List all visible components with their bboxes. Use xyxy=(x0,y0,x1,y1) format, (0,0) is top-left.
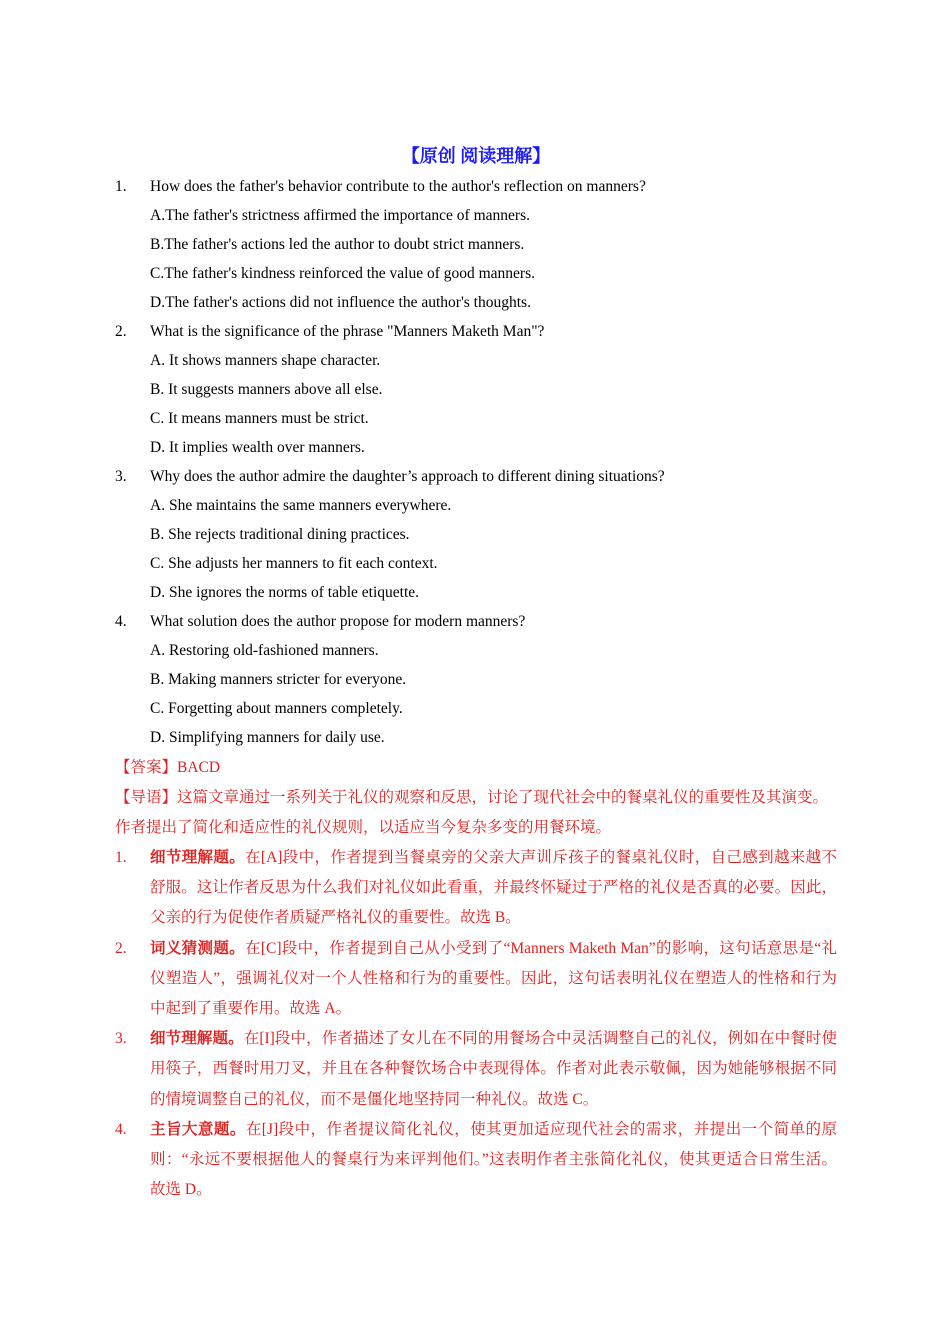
explanation-text: 在[C]段中，作者提到自己从小受到了“Manners Maketh Man”的影响，这句话意思是“礼仪塑造人”，强调礼仪对一个人性格和行为的重要性。因此，这句话表明礼仪在塑造人的性格和行为中起到了重要作用。故选 A。 xyxy=(150,939,837,1018)
option-c: C.The father's kindness reinforced the value of good manners. xyxy=(150,265,536,282)
question-number: 1. xyxy=(115,178,127,195)
option-a: A. She maintains the same manners everywhere. xyxy=(150,497,452,514)
document-page xyxy=(115,142,837,1205)
explanation-number: 1. xyxy=(115,849,127,866)
question-text: How does the father's behavior contribute to the author's reflection on manners? xyxy=(150,178,646,195)
lead-paragraph xyxy=(115,783,837,843)
answer-line xyxy=(115,753,837,783)
option-b: B. It suggests manners above all else. xyxy=(150,381,383,398)
answer-label: 【答案】 xyxy=(115,759,178,776)
option-b: B. Making manners stricter for everyone. xyxy=(150,671,407,688)
option-d: D. It implies wealth over manners. xyxy=(150,439,365,456)
explanation-2 xyxy=(115,934,837,1025)
lead-label: 【导语】 xyxy=(115,789,178,806)
option-a: A. Restoring old-fashioned manners. xyxy=(150,642,379,659)
option-d: D.The father's actions did not influence the author's thoughts. xyxy=(150,294,531,311)
explanation-number: 3. xyxy=(115,1030,127,1048)
page-title: 【原创 阅读理解】 xyxy=(401,146,551,166)
question-1 xyxy=(115,172,837,317)
question-type: 细节理解题。 xyxy=(150,1030,244,1048)
explanation-text: 在[A]段中，作者提到当餐桌旁的父亲大声训斥孩子的餐桌礼仪时，自己感到越来越不舒服。这让作者反思为什么我们对礼仪如此看重，并最终怀疑过于严格的礼仪是否真的必要。因此，父亲的行为促使作者质疑严格礼仪的重要性。故选 B。 xyxy=(150,849,837,927)
question-3 xyxy=(115,462,837,607)
answer-value: BACD xyxy=(177,759,221,776)
explanation-3 xyxy=(115,1024,837,1115)
question-number: 4. xyxy=(115,613,127,630)
option-d: D. She ignores the norms of table etiquette. xyxy=(150,584,420,601)
explanation-4 xyxy=(115,1115,837,1206)
lead-text: 这篇文章通过一系列关于礼仪的观察和反思，讨论了现代社会中的餐桌礼仪的重要性及其演变。作者提出了简化和适应性的礼仪规则，以适应当今复杂多变的用餐环境。 xyxy=(115,789,829,836)
question-text: What solution does the author propose for modern manners? xyxy=(150,613,526,630)
question-number: 2. xyxy=(115,323,127,340)
explanation-text: 在[I]段中，作者描述了女儿在不同的用餐场合中灵活调整自己的礼仪，例如在中餐时使用筷子，西餐时用刀叉，并且在各种餐饮场合中表现得体。作者对此表示敬佩，因为她能够根据不同的情境调整自己的礼仪，而不是僵化地坚持同一种礼仪。故选 C。 xyxy=(150,1030,837,1108)
question-4 xyxy=(115,607,837,752)
option-c: C. Forgetting about manners completely. xyxy=(150,700,403,717)
option-b: B.The father's actions led the author to doubt strict manners. xyxy=(150,236,525,253)
option-a: A.The father's strictness affirmed the importance of manners. xyxy=(150,207,530,224)
option-d: D. Simplifying manners for daily use. xyxy=(150,729,385,746)
question-type: 主旨大意题。 xyxy=(150,1120,246,1138)
explanation-number: 4. xyxy=(115,1120,127,1138)
explanation-text: 在[J]段中，作者提议简化礼仪，使其更加适应现代社会的需求，并提出一个简单的原则：“永远不要根据他人的餐桌行为来评判他们。”这表明作者主张简化礼仪，使其更适合日常生活。故选 D。 xyxy=(150,1120,837,1199)
explanation-1 xyxy=(115,843,837,934)
option-c: C. It means manners must be strict. xyxy=(150,410,369,427)
question-text: What is the significance of the phrase "Manners Maketh Man"? xyxy=(150,323,545,340)
option-b: B. She rejects traditional dining practices. xyxy=(150,526,410,543)
question-number: 3. xyxy=(115,468,127,485)
option-a: A. It shows manners shape character. xyxy=(150,352,381,369)
explanation-number: 2. xyxy=(115,939,127,957)
option-c: C. She adjusts her manners to fit each context. xyxy=(150,555,438,572)
question-2 xyxy=(115,317,837,462)
question-type: 词义猜测题。 xyxy=(150,939,245,957)
question-text: Why does the author admire the daughter’s approach to different dining situations? xyxy=(150,468,665,485)
question-type: 细节理解题。 xyxy=(150,849,246,866)
